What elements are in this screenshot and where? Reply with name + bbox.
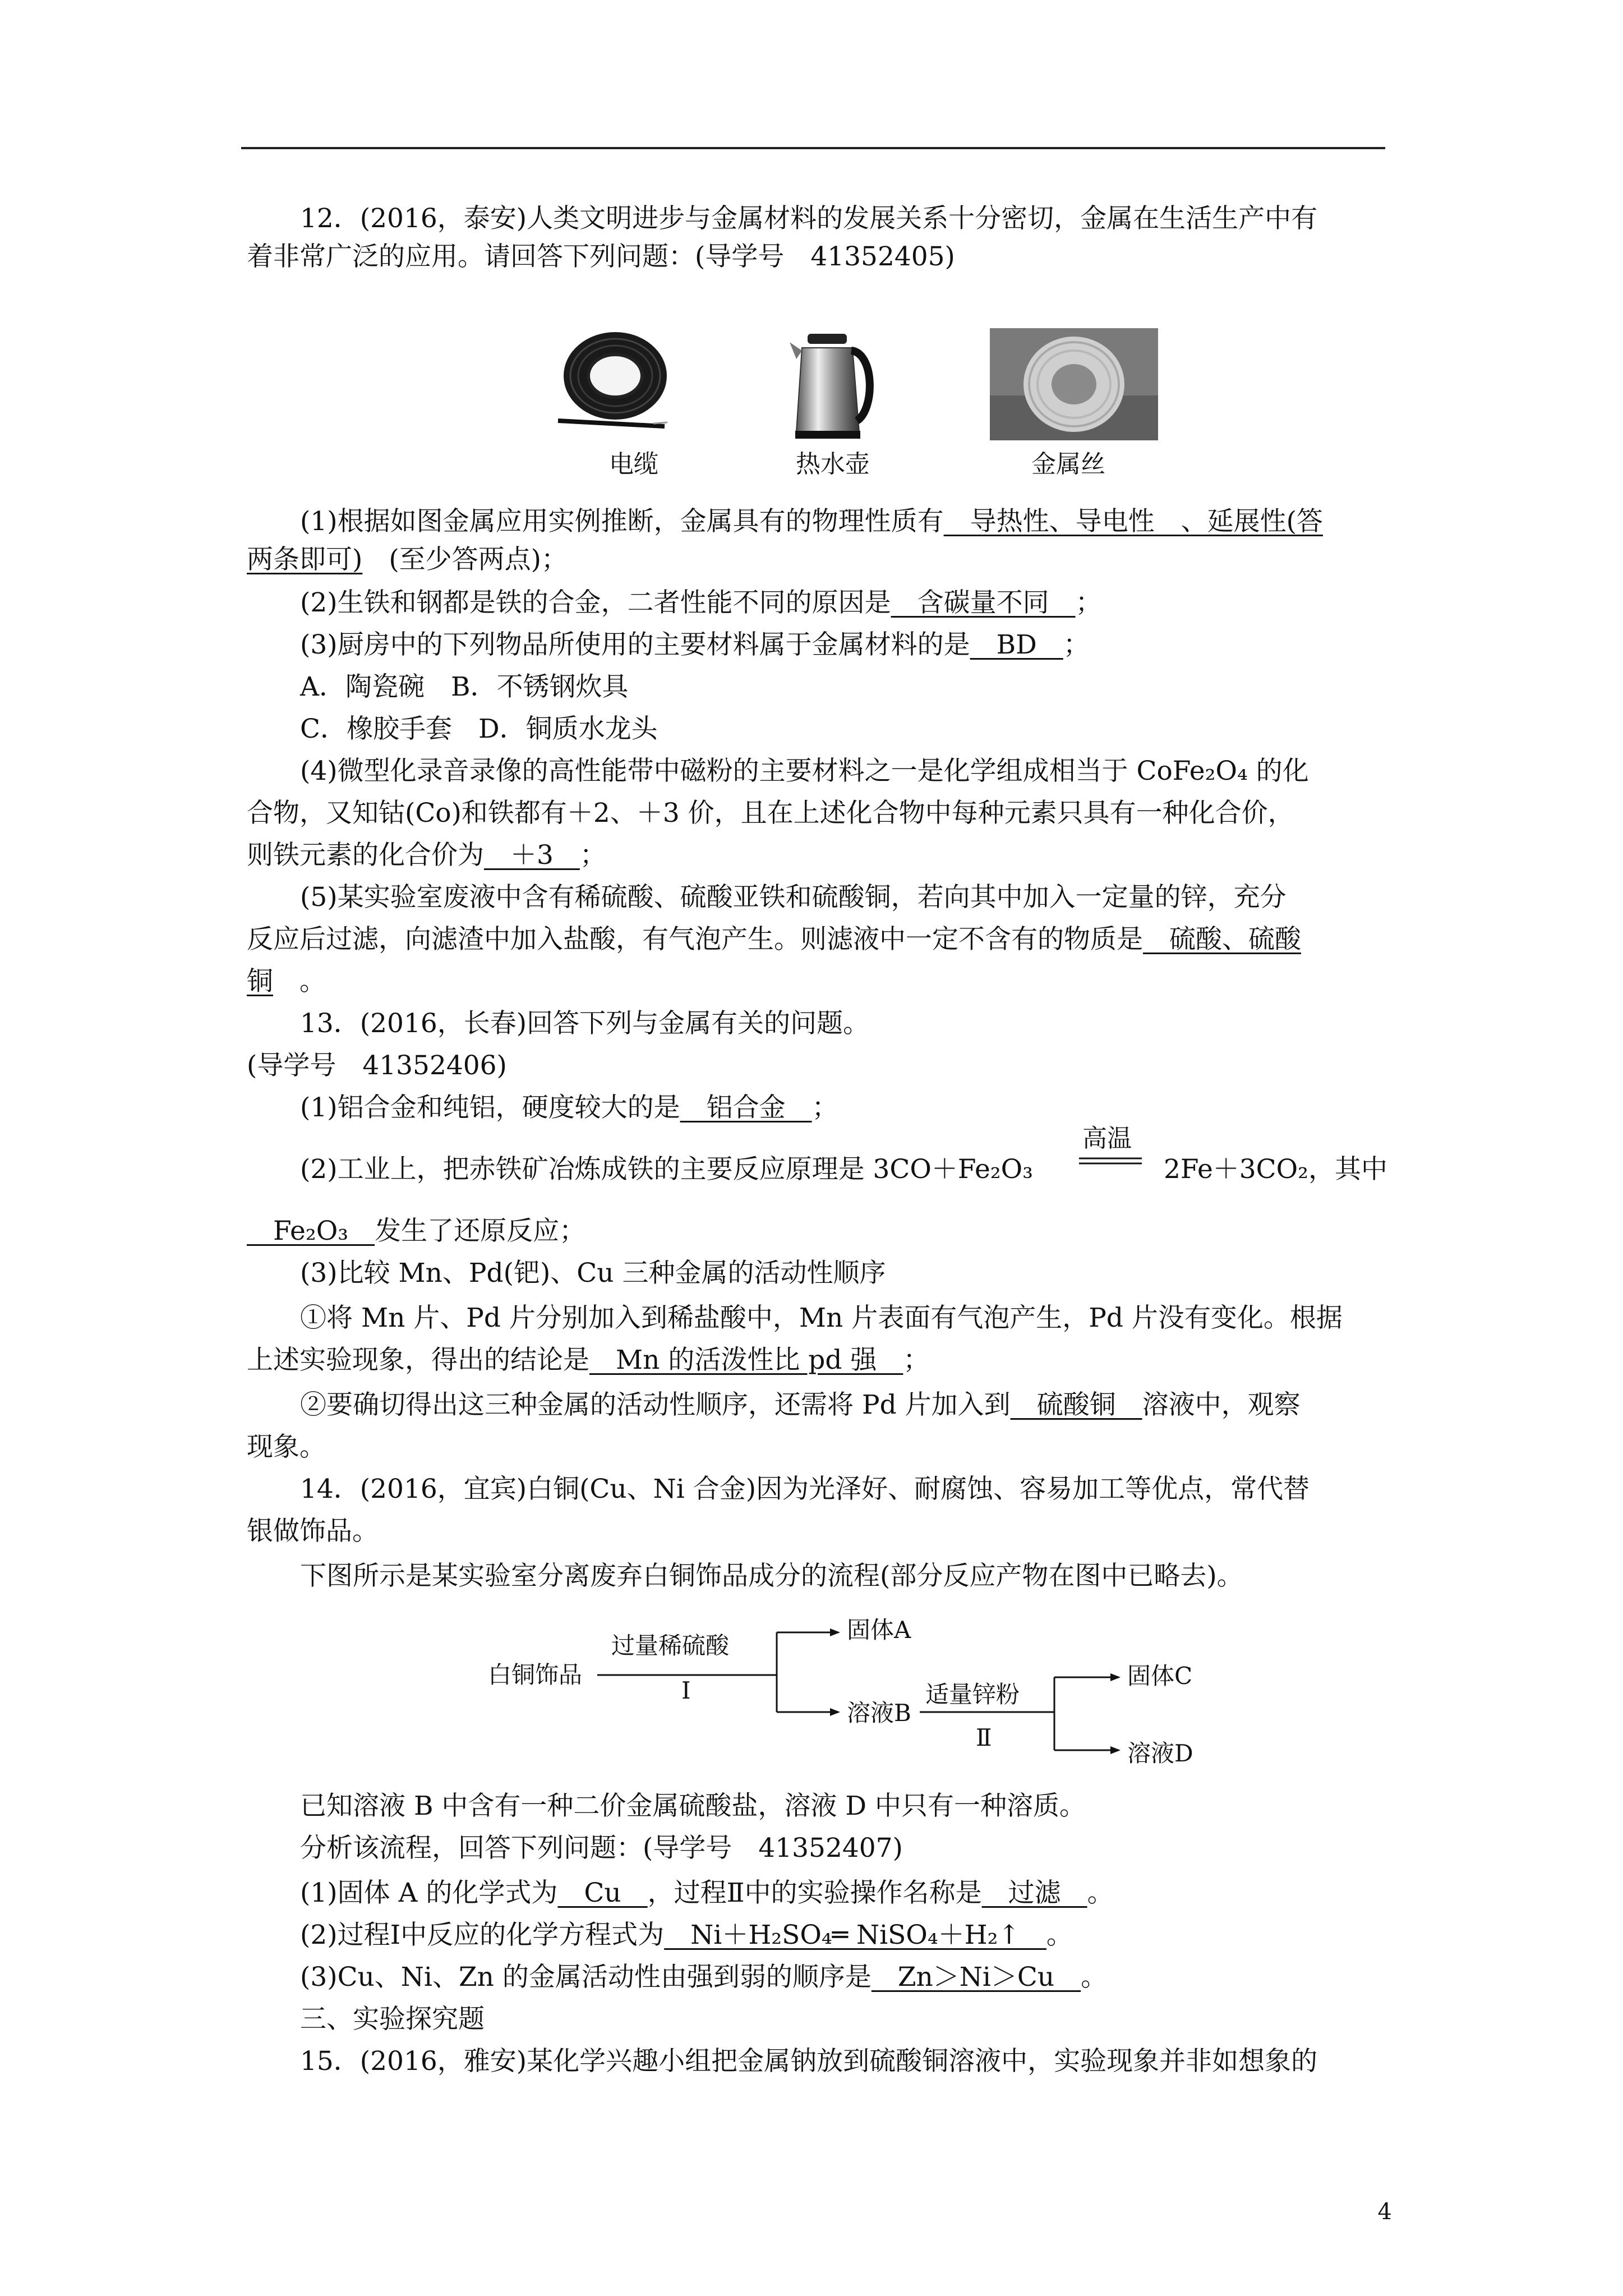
q12-sub5-line1: (5)某实验室废液中含有稀硫酸、硫酸亚铁和硫酸铜，若向其中加入一定量的锌，充分 bbox=[300, 882, 1287, 913]
q12-sub1-line2: 两条即可) (至少答两点)； bbox=[247, 544, 568, 575]
q13-sub3b-line1: ②要确切得出这三种金属的活动性顺序，还需将 Pd 片加入到 硫酸铜 溶液中，观察 bbox=[300, 1389, 1301, 1420]
flow-solid-a: 固体A bbox=[847, 1616, 911, 1644]
q12-sub5-line3: 铜 。 bbox=[247, 966, 326, 997]
q13-sub2-right: 2Fe＋3CO₂，其中 bbox=[1164, 1154, 1387, 1185]
answer-q13-2: Fe₂O₃ bbox=[247, 1216, 375, 1246]
q14-line5: 分析该流程，回答下列问题：(导学号 41352407) bbox=[300, 1833, 903, 1864]
flow-solution-d: 溶液D bbox=[1127, 1740, 1193, 1767]
q13-line2: (导学号 41352406) bbox=[247, 1050, 507, 1081]
q14-sub2: (2)过程Ⅰ中反应的化学方程式为 Ni＋H₂SO₄═ NiSO₄＋H₂↑ 。 bbox=[300, 1920, 1073, 1950]
answer-q14-2: Ni＋H₂SO₄═ NiSO₄＋H₂↑ bbox=[664, 1920, 1046, 1950]
answer-q12-1a: 导热性、导电性 、延展性(答 bbox=[943, 506, 1323, 537]
q12-sub4-line3: 则铁元素的化合价为 ＋3 ； bbox=[247, 840, 606, 871]
flow-step1-label: Ⅰ bbox=[681, 1677, 691, 1704]
q12-sub3: (3)厨房中的下列物品所使用的主要材料属于金属材料的是 BD ； bbox=[300, 629, 1090, 660]
answer-q14-1a: Cu bbox=[557, 1878, 648, 1908]
caption-kettle: 热水壶 bbox=[796, 450, 870, 478]
answer-q12-2: 含碳量不同 bbox=[891, 587, 1076, 618]
q12-sub4-line1: (4)微型化录音录像的高性能带中磁粉的主要材料之一是化学组成相当于 CoFe₂O₄ 的化 bbox=[300, 756, 1309, 786]
answer-q12-5a: 硫酸、硫酸 bbox=[1143, 924, 1301, 955]
q13-sub2-line2: Fe₂O₃ 发生了还原反应； bbox=[247, 1216, 586, 1246]
q14-sub1: (1)固体 A 的化学式为 Cu ，过程Ⅱ中的实验操作名称是 过滤 。 bbox=[300, 1878, 1114, 1908]
q13-line1: 13．(2016，长春)回答下列与金属有关的问题。 bbox=[300, 1008, 870, 1039]
q12-options-ab: A．陶瓷碗 B．不锈钢炊具 bbox=[300, 671, 629, 702]
answer-q13-1: 铝合金 bbox=[680, 1092, 812, 1123]
answer-q14-1b: 过滤 bbox=[981, 1878, 1087, 1908]
answer-q13-3b: 硫酸铜 bbox=[1010, 1389, 1142, 1420]
kettle-image bbox=[785, 325, 875, 443]
q13-sub3a-line2: 上述实验现象，得出的结论是 Mn 的活泼性比 pd 强 ； bbox=[247, 1345, 930, 1375]
q12-options-cd: C．橡胶手套 D．铜质水龙头 bbox=[300, 714, 658, 744]
equals-sign-icon bbox=[1077, 1156, 1144, 1167]
answer-q13-3a: Mn 的活泼性比 pd 强 bbox=[589, 1345, 903, 1375]
flow-start: 白铜饰品 bbox=[488, 1661, 583, 1688]
q14-sub3: (3)Cu、Ni、Zn 的金属活动性由强到弱的顺序是 Zn＞Ni＞Cu 。 bbox=[300, 1962, 1108, 1993]
answer-q12-4: ＋3 bbox=[484, 840, 580, 871]
answer-q14-3: Zn＞Ni＞Cu bbox=[871, 1962, 1081, 1993]
caption-cable: 电缆 bbox=[609, 450, 658, 478]
metal-wire-image bbox=[990, 328, 1158, 440]
flow-solution-b: 溶液B bbox=[847, 1699, 911, 1727]
q12-sub2: (2)生铁和钢都是铁的合金，二者性能不同的原因是 含碳量不同 ； bbox=[300, 587, 1102, 618]
header-rule bbox=[241, 147, 1385, 149]
q13-sub3b-line2: 现象。 bbox=[247, 1432, 326, 1462]
flow-step2-reagent: 适量锌粉 bbox=[925, 1681, 1020, 1708]
flow-step2-label: Ⅱ bbox=[976, 1724, 992, 1751]
q13-sub1: (1)铝合金和纯铝，硬度较大的是 铝合金 ； bbox=[300, 1092, 838, 1123]
flow-solid-c: 固体C bbox=[1127, 1662, 1193, 1690]
q13-sub3a-line1: ①将 Mn 片、Pd 片分别加入到稀盐酸中，Mn 片表面有气泡产生，Pd 片没有变化。根据 bbox=[300, 1303, 1343, 1333]
q12-sub4-line2: 合物，又知钴(Co)和铁都有＋2、＋3 价，且在上述化合物中每种元素只具有一种化合价， bbox=[247, 798, 1294, 829]
q12-line2: 着非常广泛的应用。请回答下列问题：(导学号 41352405) bbox=[247, 241, 955, 272]
cable-image bbox=[552, 328, 670, 440]
reaction-condition: 高温 bbox=[1082, 1124, 1132, 1153]
q13-sub3: (3)比较 Mn、Pd(钯)、Cu 三种金属的活动性顺序 bbox=[300, 1258, 886, 1289]
caption-metal-wire: 金属丝 bbox=[1031, 450, 1105, 478]
page-number: 4 bbox=[1377, 2199, 1392, 2225]
q14-line4: 已知溶液 B 中含有一种二价金属硫酸盐，溶液 D 中只有一种溶质。 bbox=[300, 1791, 1086, 1821]
q12-line1: 12．(2016，泰安)人类文明进步与金属材料的发展关系十分密切，金属在生活生产中有 bbox=[300, 203, 1318, 234]
q14-line1: 14．(2016，宜宾)白铜(Cu、Ni 合金)因为光泽好、耐腐蚀、容易加工等优点，常代替 bbox=[300, 1474, 1310, 1504]
q13-sub2-line1: (2)工业上，把赤铁矿冶炼成铁的主要反应原理是 3CO＋Fe₂O₃ bbox=[300, 1154, 1033, 1185]
q14-line2: 银做饰品。 bbox=[247, 1516, 379, 1547]
answer-q12-5b: 铜 bbox=[247, 966, 273, 997]
answer-q12-3: BD bbox=[970, 629, 1063, 660]
section-heading: 三、实验探究题 bbox=[300, 2004, 485, 2035]
q15-line1: 15．(2016，雅安)某化学兴趣小组把金属钠放到硫酸铜溶液中，实验现象并非如想象的 bbox=[300, 2046, 1318, 2077]
q12-sub5-line2: 反应后过滤，向滤渣中加入盐酸，有气泡产生。则滤液中一定不含有的物质是 硫酸、硫酸 bbox=[247, 924, 1301, 955]
answer-q12-1b: 两条即可) bbox=[247, 544, 363, 575]
flow-step1-reagent: 过量稀硫酸 bbox=[611, 1632, 730, 1659]
q12-sub1-line1: (1)根据如图金属应用实例推断，金属具有的物理性质有 导热性、导电性 、延展性(答 bbox=[300, 506, 1323, 537]
q14-line3: 下图所示是某实验室分离废弃白铜饰品成分的流程(部分反应产物在图中已略去)。 bbox=[300, 1561, 1243, 1591]
